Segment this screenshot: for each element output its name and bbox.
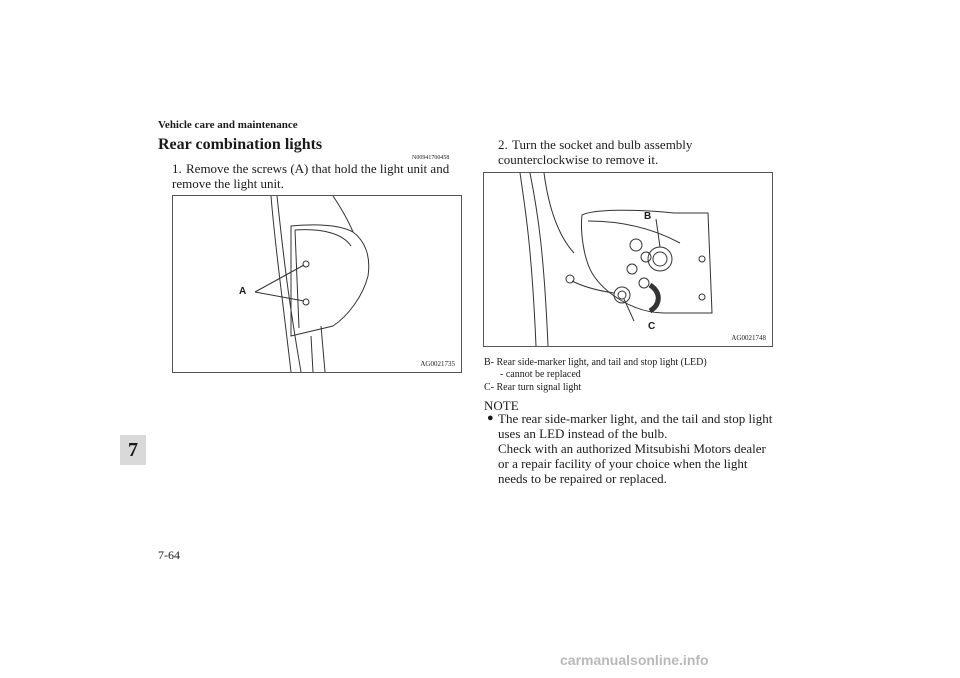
bullet-icon: ● — [487, 412, 494, 424]
figure-remove-screws — [172, 195, 462, 373]
section-ref-code: N00941700458 — [412, 155, 450, 161]
rear-light-unit-illustration — [173, 196, 461, 372]
watermark: carmanualsonline.info — [560, 652, 709, 668]
section-title: Rear combination lights — [158, 136, 323, 153]
note-text-2: Check with an authorized Mitsubishi Motors dealer or a repair facility of your choice when the light needs to be repaired or replaced. — [498, 441, 766, 486]
running-header: Vehicle care and maintenance — [158, 119, 298, 131]
step-text: Turn the socket and bulb assembly counterclockwise to remove it. — [498, 137, 693, 167]
step-number: 2. — [498, 137, 508, 152]
step-text: Remove the screws (A) that hold the light unit and remove the light unit. — [172, 161, 450, 191]
legend-text: Rear side-marker light, and tail and stop light (LED) — [496, 357, 707, 368]
callout-b: B — [644, 211, 652, 222]
step-number: 1. — [172, 161, 182, 176]
callout-c: C — [648, 321, 656, 332]
socket-bulb-illustration — [484, 173, 772, 346]
step-1 — [172, 161, 464, 191]
legend-key: C- — [484, 382, 494, 393]
legend-text: Rear turn signal light — [496, 382, 582, 393]
chapter-tab: 7 — [120, 435, 146, 465]
step-2 — [498, 137, 774, 167]
legend-item-b — [484, 357, 707, 381]
page-number: 7-64 — [158, 548, 180, 562]
note-text-1: The rear side-marker light, and the tail and stop light uses an LED instead of the bulb. — [498, 411, 773, 441]
note-heading: NOTE — [484, 398, 519, 413]
legend-subtext: - cannot be replaced — [500, 369, 581, 380]
figure-code: AG0021748 — [731, 334, 766, 342]
legend-key: B- — [484, 357, 494, 368]
figure-remove-socket — [483, 172, 773, 347]
figure-code: AG0021735 — [420, 360, 455, 368]
callout-a: A — [239, 286, 247, 297]
note-body — [487, 411, 774, 486]
legend-item-c — [484, 382, 581, 394]
